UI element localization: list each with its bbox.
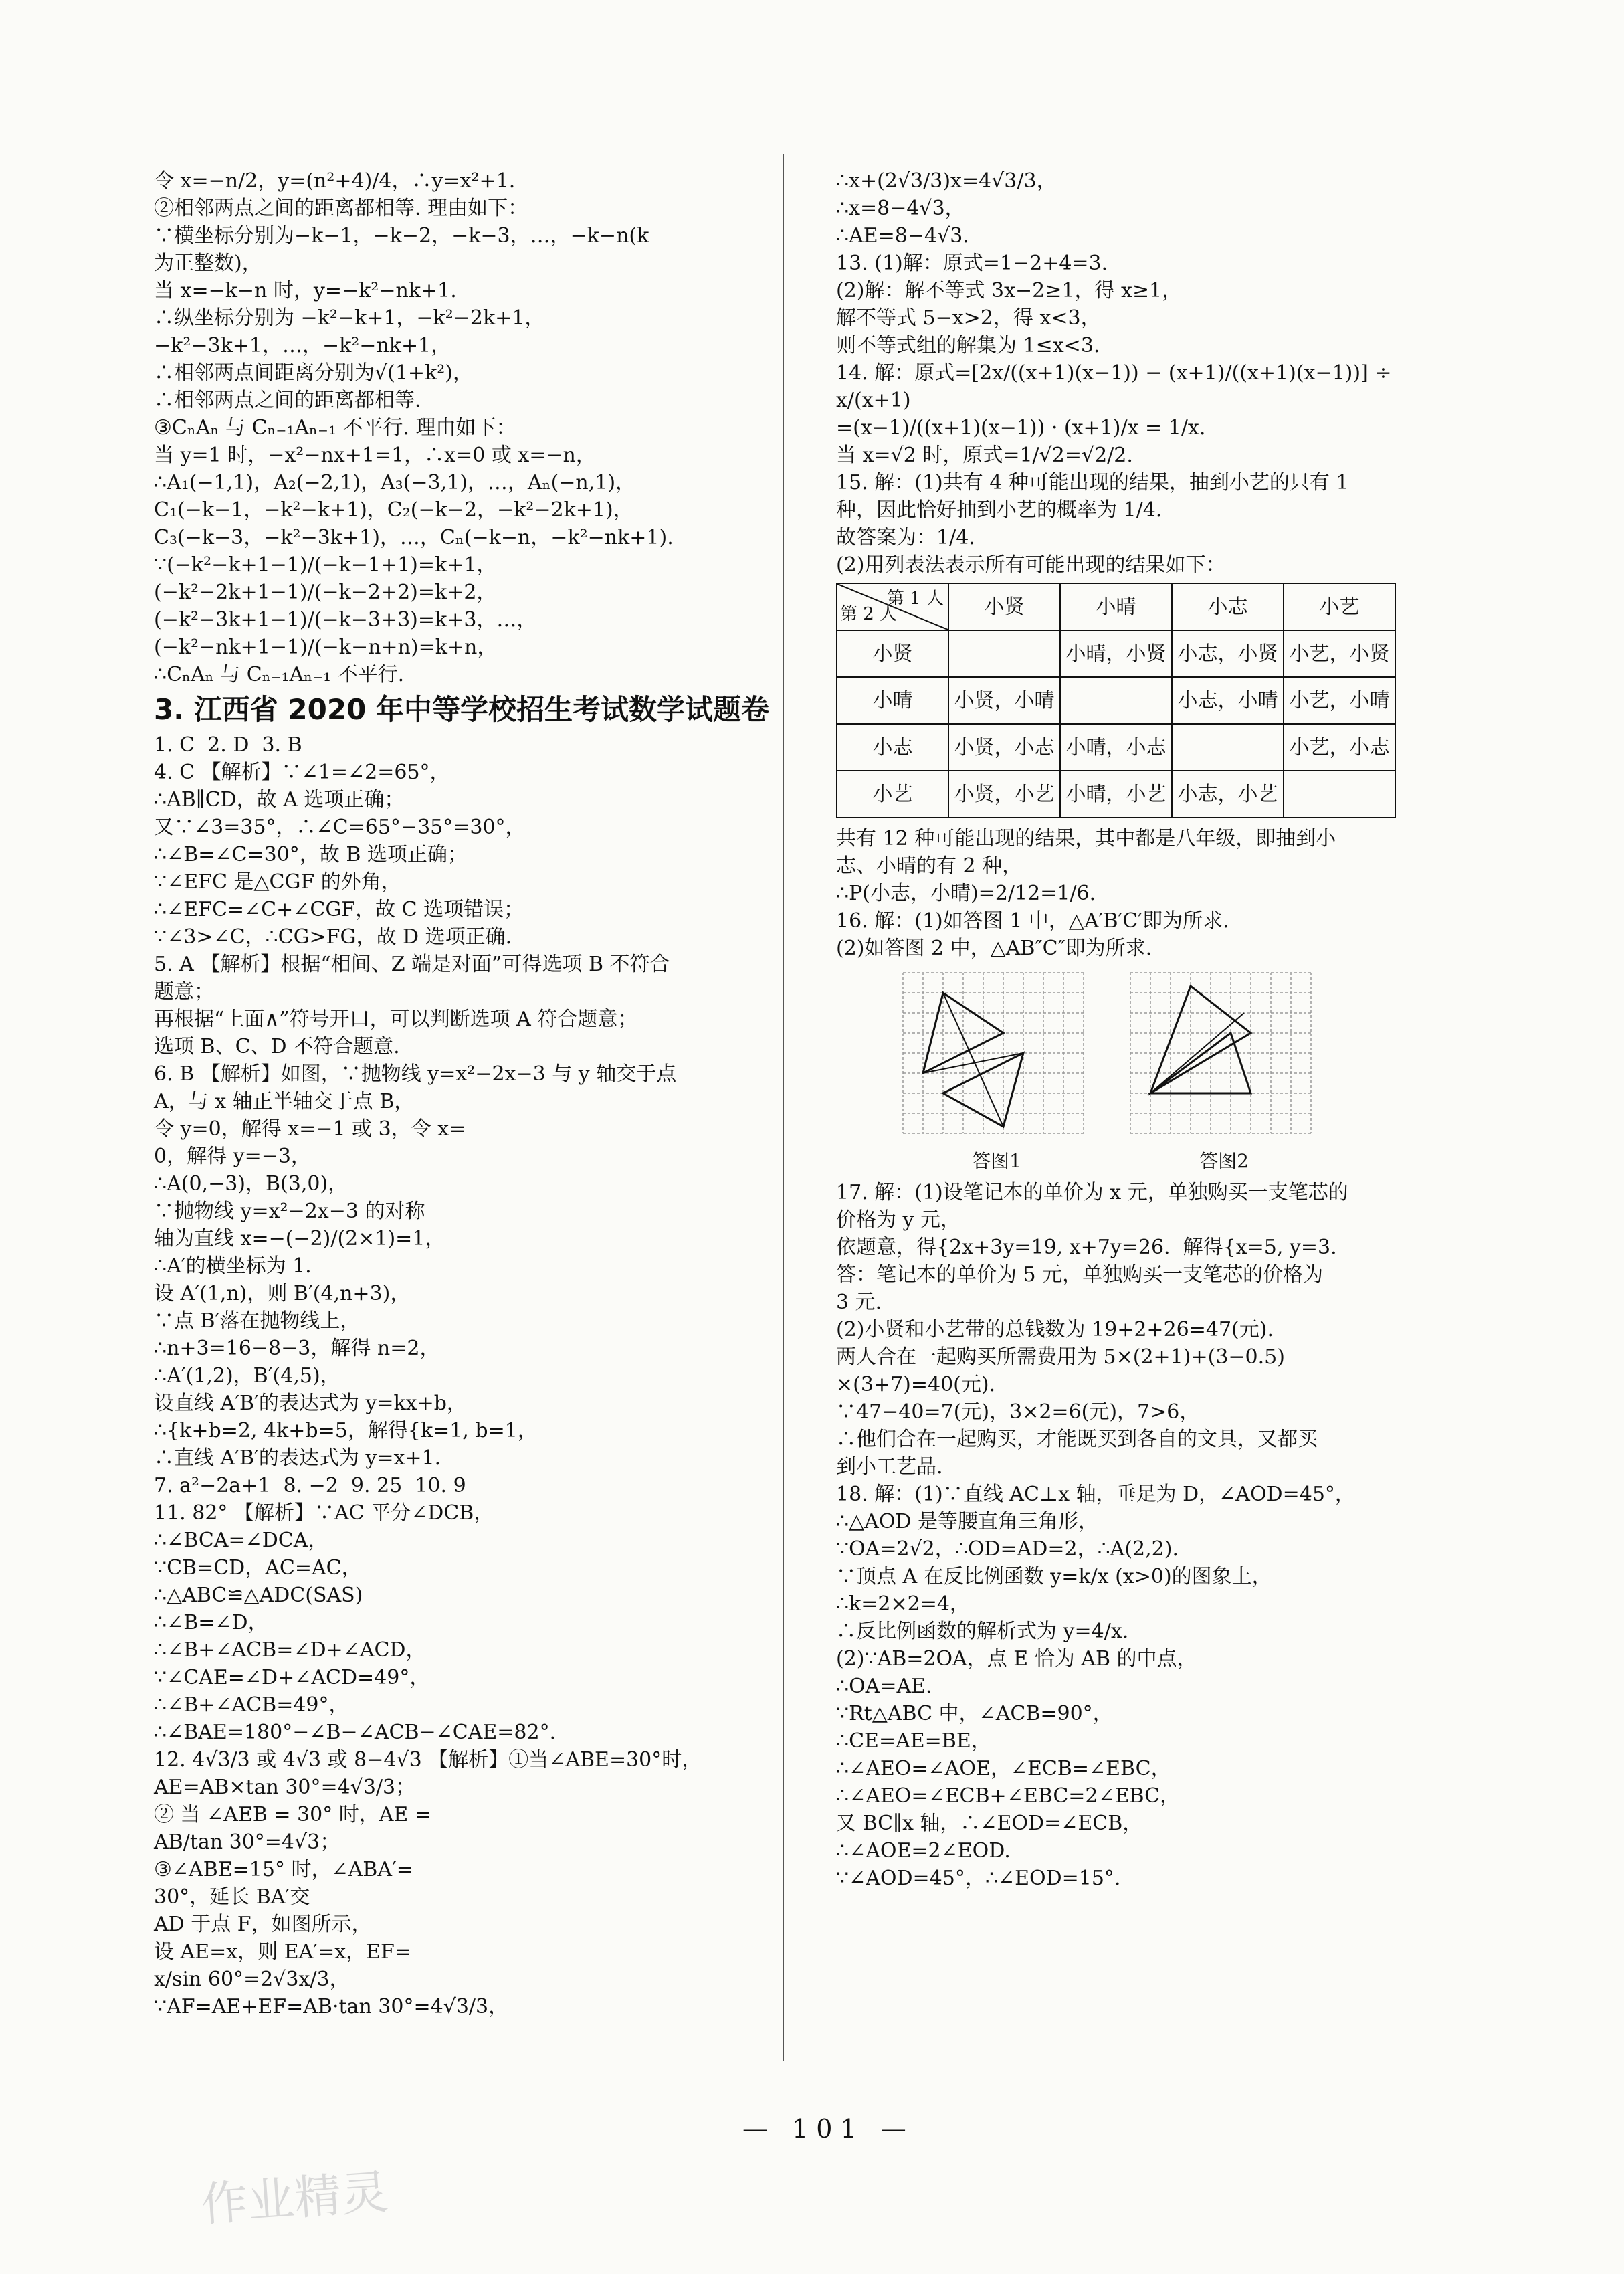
table-cell: 小艺，小志	[1284, 724, 1395, 771]
table-cell	[1172, 724, 1284, 771]
figure-caption-1: 答图1	[972, 1150, 1021, 1172]
text-line: ∵抛物线 y=x²−2x−3 的对称	[154, 1200, 425, 1223]
text-line: 共有 12 种可能出现的结果，其中都是八年级，即抽到小	[836, 827, 1336, 850]
text-line: ∵CB=CD，AC=AC，	[154, 1556, 362, 1580]
text-line: 种，因此恰好抽到小艺的概率为 1/4.	[836, 498, 1162, 522]
text-line: ∴A₁(−1,1)，A₂(−2,1)，A₃(−3,1)，…，Aₙ(−n,1)，	[154, 471, 636, 494]
text-line: ∴CₙAₙ 与 Cₙ₋₁Aₙ₋₁ 不平行.	[154, 663, 405, 686]
text-line: ② 当 ∠AEB = 30° 时，AE =	[154, 1803, 431, 1826]
figure-caption-2: 答图2	[1199, 1150, 1249, 1172]
left-column	[154, 167, 769, 2020]
text-line: ∴A′的横坐标为 1.	[154, 1254, 312, 1278]
text-line: 12. 4√3/3 或 4√3 或 8−4√3 【解析】①当∠ABE=30°时，	[154, 1748, 702, 1772]
text-line: =(x−1)/((x+1)(x−1)) · (x+1)/x = 1/x.	[836, 416, 1206, 440]
text-line: ∴k=2×2=4，	[836, 1592, 970, 1616]
text-line: 答：笔记本的单价为 5 元，单独购买一支笔芯的价格为	[836, 1263, 1324, 1287]
text-line: 到小工艺品.	[836, 1455, 943, 1479]
left-lines-b	[154, 731, 769, 2020]
text-line: ∵横坐标分别为−k−1，−k−2，−k−3，…，−k−n(k	[154, 224, 649, 248]
column-divider	[783, 154, 784, 2061]
right-lines-a	[836, 167, 1465, 579]
text-line: 选项 B、C、D 不符合题意.	[154, 1035, 400, 1058]
text-line: 15. 解：(1)共有 4 种可能出现的结果，抽到小艺的只有 1	[836, 471, 1349, 494]
text-line: ∴相邻两点之间的距离都相等.	[154, 389, 421, 412]
text-line: (−k²−3k+1−1)/(−k−3+3)=k+3，…，(−k²−nk+1−1)/(−k−n+n)=k+n，	[154, 608, 537, 659]
text-line: 3 元.	[836, 1291, 882, 1314]
table-cell: 小贤，小志	[948, 724, 1060, 771]
table-cell: 小艺，小晴	[1284, 677, 1395, 724]
text-line: 7. a²−2a+1 8. −2 9. 25 10. 9	[154, 1474, 466, 1497]
text-line: −k²−3k+1，…，−k²−nk+1，	[154, 334, 451, 357]
row-label: 小志	[837, 724, 948, 771]
text-line: 当 x=−k−n 时，y=−k²−nk+1.	[154, 279, 457, 302]
answer-figures	[896, 966, 1465, 1175]
table-header: 小艺	[1284, 583, 1395, 630]
text-line: ∵(−k²−k+1−1)/(−k−1+1)=k+1，(−k²−2k+1−1)/(−k−2+2)=k+2，	[154, 553, 497, 604]
text-line: 为正整数)，	[154, 252, 262, 275]
text-line: 设 A′(1,n)，则 B′(4,n+3)，	[154, 1282, 411, 1305]
text-line: (2)如答图 2 中，△AB″C″即为所求.	[836, 937, 1152, 960]
text-line: ∴OA=AE.	[836, 1675, 932, 1698]
table-cell: 小志，小晴	[1172, 677, 1284, 724]
text-line: ∴A(0,−3)，B(3,0)，	[154, 1172, 348, 1196]
watermark-text: 作业精灵	[199, 2164, 390, 2233]
text-line: ∴CE=AE=BE，	[836, 1729, 991, 1753]
table-cell: 小晴，小艺	[1060, 771, 1172, 818]
text-line: 轴为直线 x=−(−2)/(2×1)=1，	[154, 1227, 445, 1250]
text-line: AD 于点 F，如图所示，	[154, 1913, 372, 1936]
text-line: ∴△ABC≌△ADC(SAS)	[154, 1584, 363, 1607]
row-label: 小晴	[837, 677, 948, 724]
text-line: ∴x=8−4√3，	[836, 197, 965, 220]
table-header: 小晴	[1060, 583, 1172, 630]
table-row	[837, 771, 1395, 818]
answer-figure-2	[1124, 966, 1324, 1175]
text-line: ∴∠B+∠ACB=49°，	[154, 1693, 349, 1717]
corner-top-label: 第 1 人	[886, 589, 944, 609]
text-line: 11. 82° 【解析】∵AC 平分∠DCB，	[154, 1501, 494, 1525]
text-line: ∴∠B=∠D，	[154, 1611, 268, 1634]
page-number-value: 101	[792, 2114, 865, 2144]
text-line: 当 y=1 时，−x²−nx+1=1，∴x=0 或 x=−n，	[154, 444, 596, 467]
text-line: ∴反比例函数的解析式为 y=4/x.	[836, 1620, 1129, 1643]
text-line: ∵∠EFC 是△CGF 的外角，	[154, 870, 401, 894]
text-line: C₃(−k−3，−k²−3k+1)，…，Cₙ(−k−n，−k²−nk+1).	[154, 526, 674, 549]
text-line: ∵Rt△ABC 中，∠ACB=90°，	[836, 1702, 1113, 1725]
results-table	[836, 583, 1396, 818]
text-line: (2)解：解不等式 3x−2≥1，得 x≥1，	[836, 279, 1183, 302]
text-line: ∴直线 A′B′的表达式为 y=x+1.	[154, 1446, 441, 1470]
text-line: 两人合在一起购买所需费用为 5×(2+1)+(3−0.5)	[836, 1345, 1285, 1369]
right-column	[836, 167, 1465, 1892]
text-line: ∴∠BCA=∠DCA，	[154, 1529, 328, 1552]
text-line: 设直线 A′B′的表达式为 y=kx+b，	[154, 1392, 467, 1415]
text-line: 则不等式组的解集为 1≤x<3.	[836, 334, 1100, 357]
table-cell: 小晴，小贤	[1060, 630, 1172, 677]
table-cell: 小艺，小贤	[1284, 630, 1395, 677]
text-line: 0，解得 y=−3，	[154, 1145, 311, 1168]
page-number: — 101 —	[742, 2114, 914, 2144]
text-line: ③CₙAₙ 与 Cₙ₋₁Aₙ₋₁ 不平行. 理由如下：	[154, 416, 516, 440]
text-line: 13. (1)解：原式=1−2+4=3.	[836, 252, 1108, 275]
text-line: ∴相邻两点间距离分别为√(1+k²)，	[154, 361, 473, 385]
text-line: ∵OA=2√2，∴OD=AD=2，∴A(2,2).	[836, 1537, 1179, 1561]
table-cell: 小志，小贤	[1172, 630, 1284, 677]
text-line: (2)∵AB=2OA，点 E 恰为 AB 的中点，	[836, 1647, 1197, 1671]
text-line: ②相邻两点之间的距离都相等. 理由如下：	[154, 197, 528, 220]
text-line: 令 y=0，解得 x=−1 或 3，令 x=	[154, 1117, 466, 1141]
text-line: 18. 解：(1)∵直线 AC⊥x 轴，垂足为 D，∠AOD=45°，	[836, 1483, 1355, 1506]
text-line: 令 x=−n/2，y=(n²+4)/4，∴y=x²+1.	[154, 169, 516, 193]
text-line: ∴∠AEO=∠ECB+∠EBC=2∠EBC，	[836, 1784, 1181, 1808]
text-line: ∵∠3>∠C，∴CG>FG，故 D 选项正确.	[154, 925, 512, 949]
text-line: ∴∠BAE=180°−∠B−∠ACB−∠CAE=82°.	[154, 1721, 556, 1744]
grid-figure-2	[1124, 966, 1324, 1140]
text-line: 1. C 2. D 3. B	[154, 733, 302, 757]
text-line: ∴∠AEO=∠AOE，∠ECB=∠EBC，	[836, 1757, 1171, 1780]
text-line: 再根据“上面∧”符号开口，可以判断选项 A 符合题意；	[154, 1008, 638, 1031]
text-line: (2)用列表法表示所有可能出现的结果如下：	[836, 553, 1226, 577]
row-label: 小贤	[837, 630, 948, 677]
text-line: ∴∠B+∠ACB=∠D+∠ACD，	[154, 1638, 426, 1662]
text-line: 16. 解：(1)如答图 1 中，△A′B′C′即为所求.	[836, 909, 1229, 933]
table-cell	[948, 630, 1060, 677]
text-line: 价格为 y 元，	[836, 1208, 961, 1232]
section-title: 3. 江西省 2020 年中等学校招生考试数学试题卷	[154, 693, 769, 726]
text-line: ∵∠CAE=∠D+∠ACD=49°，	[154, 1666, 430, 1689]
text-line: (2)小贤和小艺带的总钱数为 19+2+26=47(元).	[836, 1318, 1274, 1341]
text-line: 14. 解：原式=[2x/((x+1)(x−1)) − (x+1)/((x+1)(x−1))] ÷ x/(x+1)	[836, 361, 1399, 412]
table-corner	[837, 583, 948, 630]
table-row	[837, 630, 1395, 677]
text-line: ∴纵坐标分别为 −k²−k+1，−k²−2k+1，	[154, 306, 545, 330]
text-line: AE=AB×tan 30°=4√3/3；	[154, 1776, 416, 1799]
text-line: 当 x=√2 时，原式=1/√2=√2/2.	[836, 444, 1133, 467]
text-line: A，与 x 轴正半轴交于点 B，	[154, 1090, 415, 1113]
table-cell	[1284, 771, 1395, 818]
table-cell	[1060, 677, 1172, 724]
grid-figure-1	[896, 966, 1097, 1140]
text-line: 5. A 【解析】根据“相间、Z 端是对面”可得选项 B 不符合	[154, 953, 670, 976]
text-line: ∵47−40=7(元)，3×2=6(元)，7>6，	[836, 1400, 1200, 1424]
text-line: 依题意，得{2x+3y=19, x+7y=26. 解得{x=5, y=3.	[836, 1236, 1337, 1259]
text-line: ∴△AOD 是等腰直角三角形，	[836, 1510, 1099, 1533]
table-row	[837, 677, 1395, 724]
text-line: ∵点 B′落在抛物线上，	[154, 1309, 361, 1333]
text-line: x/sin 60°=2√3x/3，	[154, 1968, 350, 1991]
text-line: ∴∠EFC=∠C+∠CGF，故 C 选项错误；	[154, 898, 524, 921]
text-line: 故答案为：1/4.	[836, 526, 975, 549]
text-line: ∴∠AOE=2∠EOD.	[836, 1839, 1011, 1863]
text-line: ∴∠B=∠C=30°，故 B 选项正确；	[154, 843, 468, 866]
text-line: ∴n+3=16−8−3，解得 n=2，	[154, 1337, 440, 1360]
table-row	[837, 724, 1395, 771]
text-line: ∴x+(2√3/3)x=4√3/3，	[836, 169, 1057, 193]
text-line: ∴A′(1,2)，B′(4,5)，	[154, 1364, 340, 1388]
row-label: 小艺	[837, 771, 948, 818]
table-cell: 小晴，小志	[1060, 724, 1172, 771]
text-line: ③∠ABE=15° 时，∠ABA′=	[154, 1858, 413, 1881]
corner-bottom-label: 第 2 人	[840, 604, 898, 624]
table-header: 小贤	[948, 583, 1060, 630]
text-line: 又 BC∥x 轴，∴∠EOD=∠ECB，	[836, 1812, 1143, 1835]
text-line: ∴P(小志，小晴)=2/12=1/6.	[836, 882, 1096, 905]
text-line: 30°，延长 BA′交	[154, 1885, 310, 1909]
right-lines-c	[836, 1179, 1465, 1892]
table-cell: 小贤，小晴	[948, 677, 1060, 724]
text-line: ∴他们合在一起购买，才能既买到各自的文具，又都买	[836, 1428, 1318, 1451]
answer-figure-1	[896, 966, 1097, 1175]
text-line: ∴{k+b=2, 4k+b=5，解得{k=1, b=1，	[154, 1419, 538, 1442]
text-line: 17. 解：(1)设笔记本的单价为 x 元，单独购买一支笔芯的	[836, 1181, 1348, 1204]
text-line: C₁(−k−1，−k²−k+1)，C₂(−k−2，−k²−2k+1)，	[154, 498, 633, 522]
text-line: ×(3+7)=40(元).	[836, 1373, 996, 1396]
right-lines-b	[836, 825, 1465, 962]
text-line: 6. B 【解析】如图，∵抛物线 y=x²−2x−3 与 y 轴交于点	[154, 1062, 677, 1086]
text-line: 志、小晴的有 2 种，	[836, 854, 1023, 878]
left-lines-a	[154, 167, 769, 688]
text-line: 又∵∠3=35°，∴∠C=65°−35°=30°，	[154, 816, 526, 839]
table-header: 小志	[1172, 583, 1284, 630]
text-line: ∵AF=AE+EF=AB·tan 30°=4√3/3，	[154, 1995, 509, 2018]
text-line: ∴AE=8−4√3.	[836, 224, 969, 248]
table-cell: 小贤，小艺	[948, 771, 1060, 818]
text-line: 题意；	[154, 980, 214, 1004]
table-cell: 小志，小艺	[1172, 771, 1284, 818]
text-line: 设 AE=x，则 EA′=x，EF=	[154, 1940, 411, 1964]
text-line: ∵顶点 A 在反比例函数 y=k/x (x>0)的图象上，	[836, 1565, 1272, 1588]
text-line: ∵∠AOD=45°，∴∠EOD=15°.	[836, 1867, 1121, 1890]
text-line: 解不等式 5−x>2，得 x<3，	[836, 306, 1101, 330]
text-line: ∴AB∥CD，故 A 选项正确；	[154, 788, 405, 812]
text-line: AB/tan 30°=4√3；	[154, 1830, 340, 1854]
text-line: 4. C 【解析】∵∠1=∠2=65°，	[154, 761, 450, 784]
